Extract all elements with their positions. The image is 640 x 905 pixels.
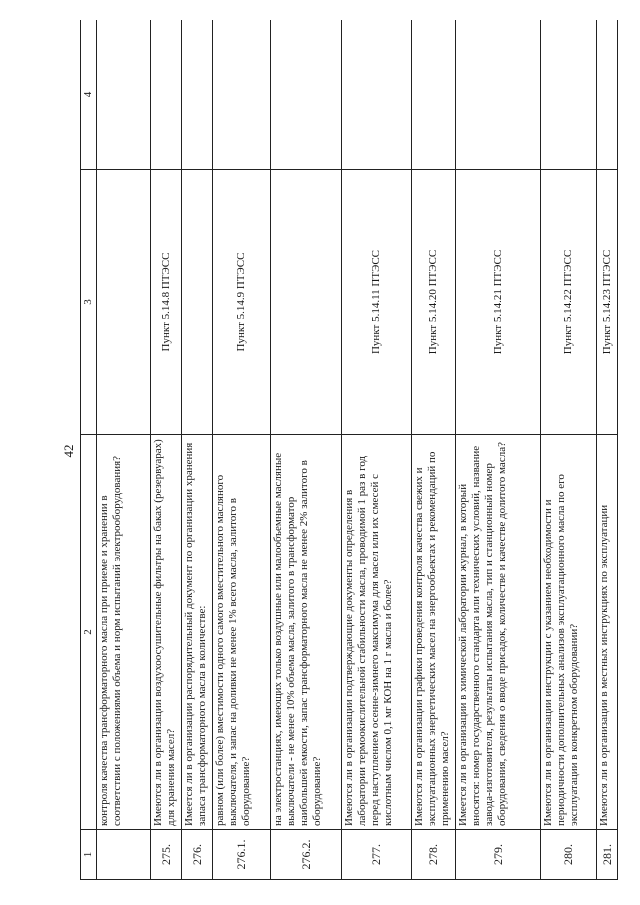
header-col-3: 3 [81, 170, 97, 435]
row-reference: Пункт 5.14.20 ПТЭСС [412, 170, 456, 435]
table-container [80, 20, 618, 880]
row-answer-cell [150, 20, 181, 170]
table-row [456, 20, 541, 880]
row-number: 276. [182, 830, 213, 880]
row-number: 278. [412, 830, 456, 880]
row-reference: Пункт 5.14.21 ПТЭСС [456, 170, 541, 435]
header-col-1: 1 [81, 830, 97, 880]
row-answer-cell [213, 20, 271, 170]
row-reference [97, 170, 151, 435]
row-answer-cell [412, 20, 456, 170]
row-reference: Пункт 5.14.22 ПТЭСС [541, 170, 597, 435]
row-reference [182, 170, 213, 435]
row-answer-cell [597, 20, 618, 170]
table-row [182, 20, 213, 880]
row-answer-cell [271, 20, 342, 170]
row-number: 276.2. [271, 830, 342, 880]
table-row [213, 20, 271, 880]
checklist-table [80, 20, 618, 880]
row-number [97, 830, 151, 880]
row-question: равном (или более) вместимости одного самого вместительного масляного выключателя, и запас на доливки не менее 1% всего масла, залитого в оборудование? [213, 435, 271, 830]
row-question: контроля качества трансформаторного масла при приеме и хранении в соответствии с положениями объема и норм испытаний электрооборудования? [97, 435, 151, 830]
row-answer-cell [97, 20, 151, 170]
rotated-page [80, 20, 618, 880]
row-reference [271, 170, 342, 435]
table-row [412, 20, 456, 880]
row-answer-cell [541, 20, 597, 170]
row-question: на электростанциях, имеющих только воздушные или малообъемные масляные выключатели - не менее 10% объема масла, залитого в трансформатор наибольшей емкости, запас трансформаторного масла не менее 2% залитого в оборудование? [271, 435, 342, 830]
table-row [271, 20, 342, 880]
row-answer-cell [341, 20, 412, 170]
row-question: Имеются ли в организации инструкции с указанием необходимости и периодичности дополнительных анализов эксплуатационного масла по его эксплуатации в конкретном оборудовании? [541, 435, 597, 830]
row-number: 280. [541, 830, 597, 880]
row-question: Имеется ли в организации в химической лаборатории журнал, в который вносятся: номер государственного стандарта или технических условий, название завода-изготовителя, результаты испытания масла, тип и станционный номер оборудования, сведения о вводе присадок, количестве и качестве долитого масла? [456, 435, 541, 830]
row-reference: Пункт 5.14.8 ПТЭСС [150, 170, 181, 435]
header-col-4: 4 [81, 20, 97, 170]
row-question: Имеются ли в организации графики проведения контроля качества свежих и эксплуатационных энергетических масел на энергообъектах и рекомендаций по применению масел? [412, 435, 456, 830]
table-row [541, 20, 597, 880]
row-question: Имеются ли в организации в местных инструкциях по эксплуатации [597, 435, 618, 830]
row-number: 279. [456, 830, 541, 880]
row-question: Имеются ли в организации воздухоосушительные фильтры на баках (резервуарах) для хранения масел? [150, 435, 181, 830]
table-row [597, 20, 618, 880]
row-answer-cell [182, 20, 213, 170]
header-col-2: 2 [81, 435, 97, 830]
row-question: Имеется ли в организации распорядительный документ по организации хранения запаса трансформаторного масла в количестве: [182, 435, 213, 830]
row-number: 277. [341, 830, 412, 880]
row-number: 276.1. [213, 830, 271, 880]
row-reference: Пункт 5.14.9 ПТЭСС [213, 170, 271, 435]
row-question: Имеются ли в организации подтверждающие документы определения в лаборатории термоокислительной стабильности масла, проводимой 1 раз в год перед наступлением осенне-зимнего максимума для масел или их смесей с кислотным числом 0,1 мг КОН на 1 г масла и более? [341, 435, 412, 830]
row-number: 275. [150, 830, 181, 880]
table-row [150, 20, 181, 880]
page-number: 42 [61, 444, 76, 458]
row-reference: Пункт 5.14.23 ПТЭСС [597, 170, 618, 435]
table-row [341, 20, 412, 880]
row-number: 281. [597, 830, 618, 880]
row-answer-cell [456, 20, 541, 170]
header-row [81, 20, 97, 880]
table-row [97, 20, 151, 880]
row-reference: Пункт 5.14.11 ПТЭСС [341, 170, 412, 435]
